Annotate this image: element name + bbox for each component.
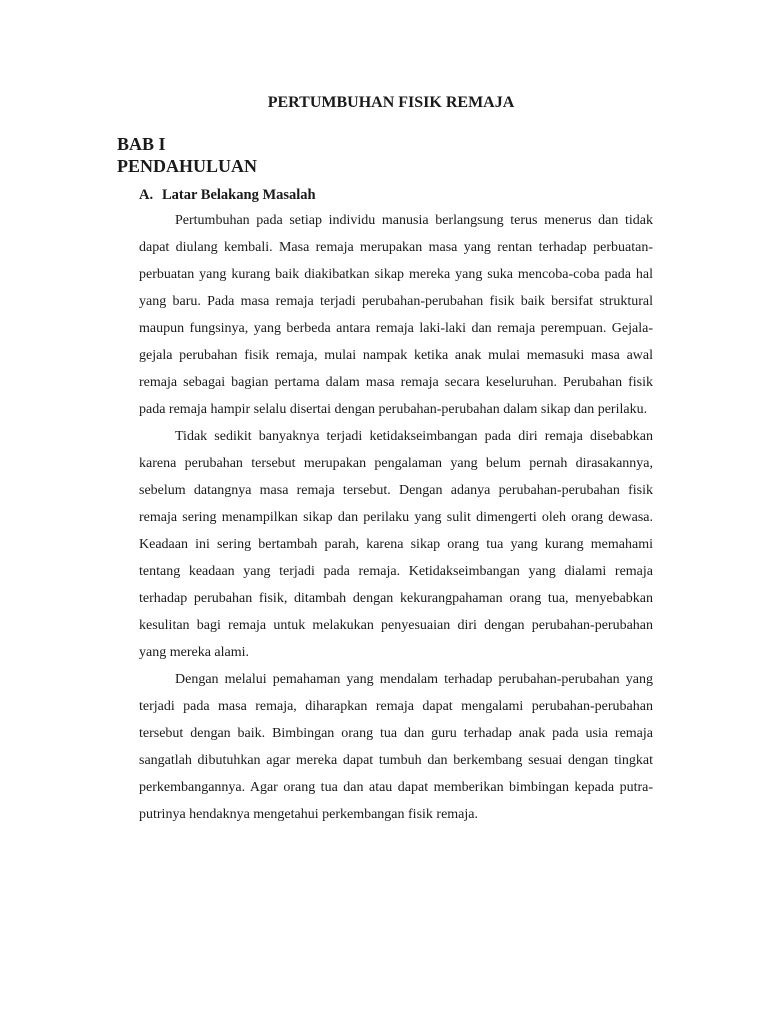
section-number: A. [139, 187, 154, 203]
body-text [139, 207, 653, 828]
paragraph: Tidak sedikit banyaknya terjadi ketidakseimbangan pada diri remaja disebabkan karena perubahan tersebut merupakan pengalaman yang belum pernah dirasakannya, sebelum datangnya masa remaja tersebut. Dengan adanya perubahan-perubahan fisik remaja sering menampilkan sikap dan perilaku yang sulit dimengerti oleh orang dewasa. Keadaan ini sering bertambah parah, karena sikap orang tua yang kurang memahami tentang keadaan yang terjadi pada remaja. Ketidakseimbangan yang dialami remaja terhadap perubahan fisik, ditambah dengan kekurangpahaman orang tua, menyebabkan kesulitan bagi remaja untuk melakukan penyesuaian diri dengan perubahan-perubahan yang mereka alami. [139, 429, 653, 660]
paragraph: Dengan melalui pemahaman yang mendalam terhadap perubahan-perubahan yang terjadi pada masa remaja, diharapkan remaja dapat mengalami perubahan-perubahan tersebut dengan baik. Bimbingan orang tua dan guru terhadap anak pada usia remaja sangatlah dibutuhkan agar mereka dapat tumbuh dan berkembang sesuai dengan tingkat perkembangannya. Agar orang tua dan atau dapat memberikan bimbingan kepada putra-putrinya hendaknya mengetahui perkembangan fisik remaja. [139, 672, 653, 822]
paragraph: Pertumbuhan pada setiap individu manusia berlangsung terus menerus dan tidak dapat diulang kembali. Masa remaja merupakan masa yang rentan terhadap perbuatan-perbuatan yang kurang baik diakibatkan sikap mereka yang suka mencoba-coba pada hal yang baru. Pada masa remaja terjadi perubahan-perubahan fisik baik bersifat struktural maupun fungsinya, yang berbeda antara remaja laki-laki dan remaja perempuan. Gejala-gejala perubahan fisik remaja, mulai nampak ketika anak mulai memasuki masa awal remaja sebagai bagian pertama dalam masa remaja secara keseluruhan. Perubahan fisik pada remaja hampir selalu disertai dengan perubahan-perubahan dalam sikap dan perilaku. [139, 213, 653, 417]
section-heading [139, 185, 316, 205]
document-title: PERTUMBUHAN FISIK REMAJA [267, 94, 515, 111]
chapter-number: BAB I [117, 134, 166, 154]
section-title: Latar Belakang Masalah [162, 187, 316, 203]
chapter-title: PENDAHULUAN [117, 156, 258, 176]
